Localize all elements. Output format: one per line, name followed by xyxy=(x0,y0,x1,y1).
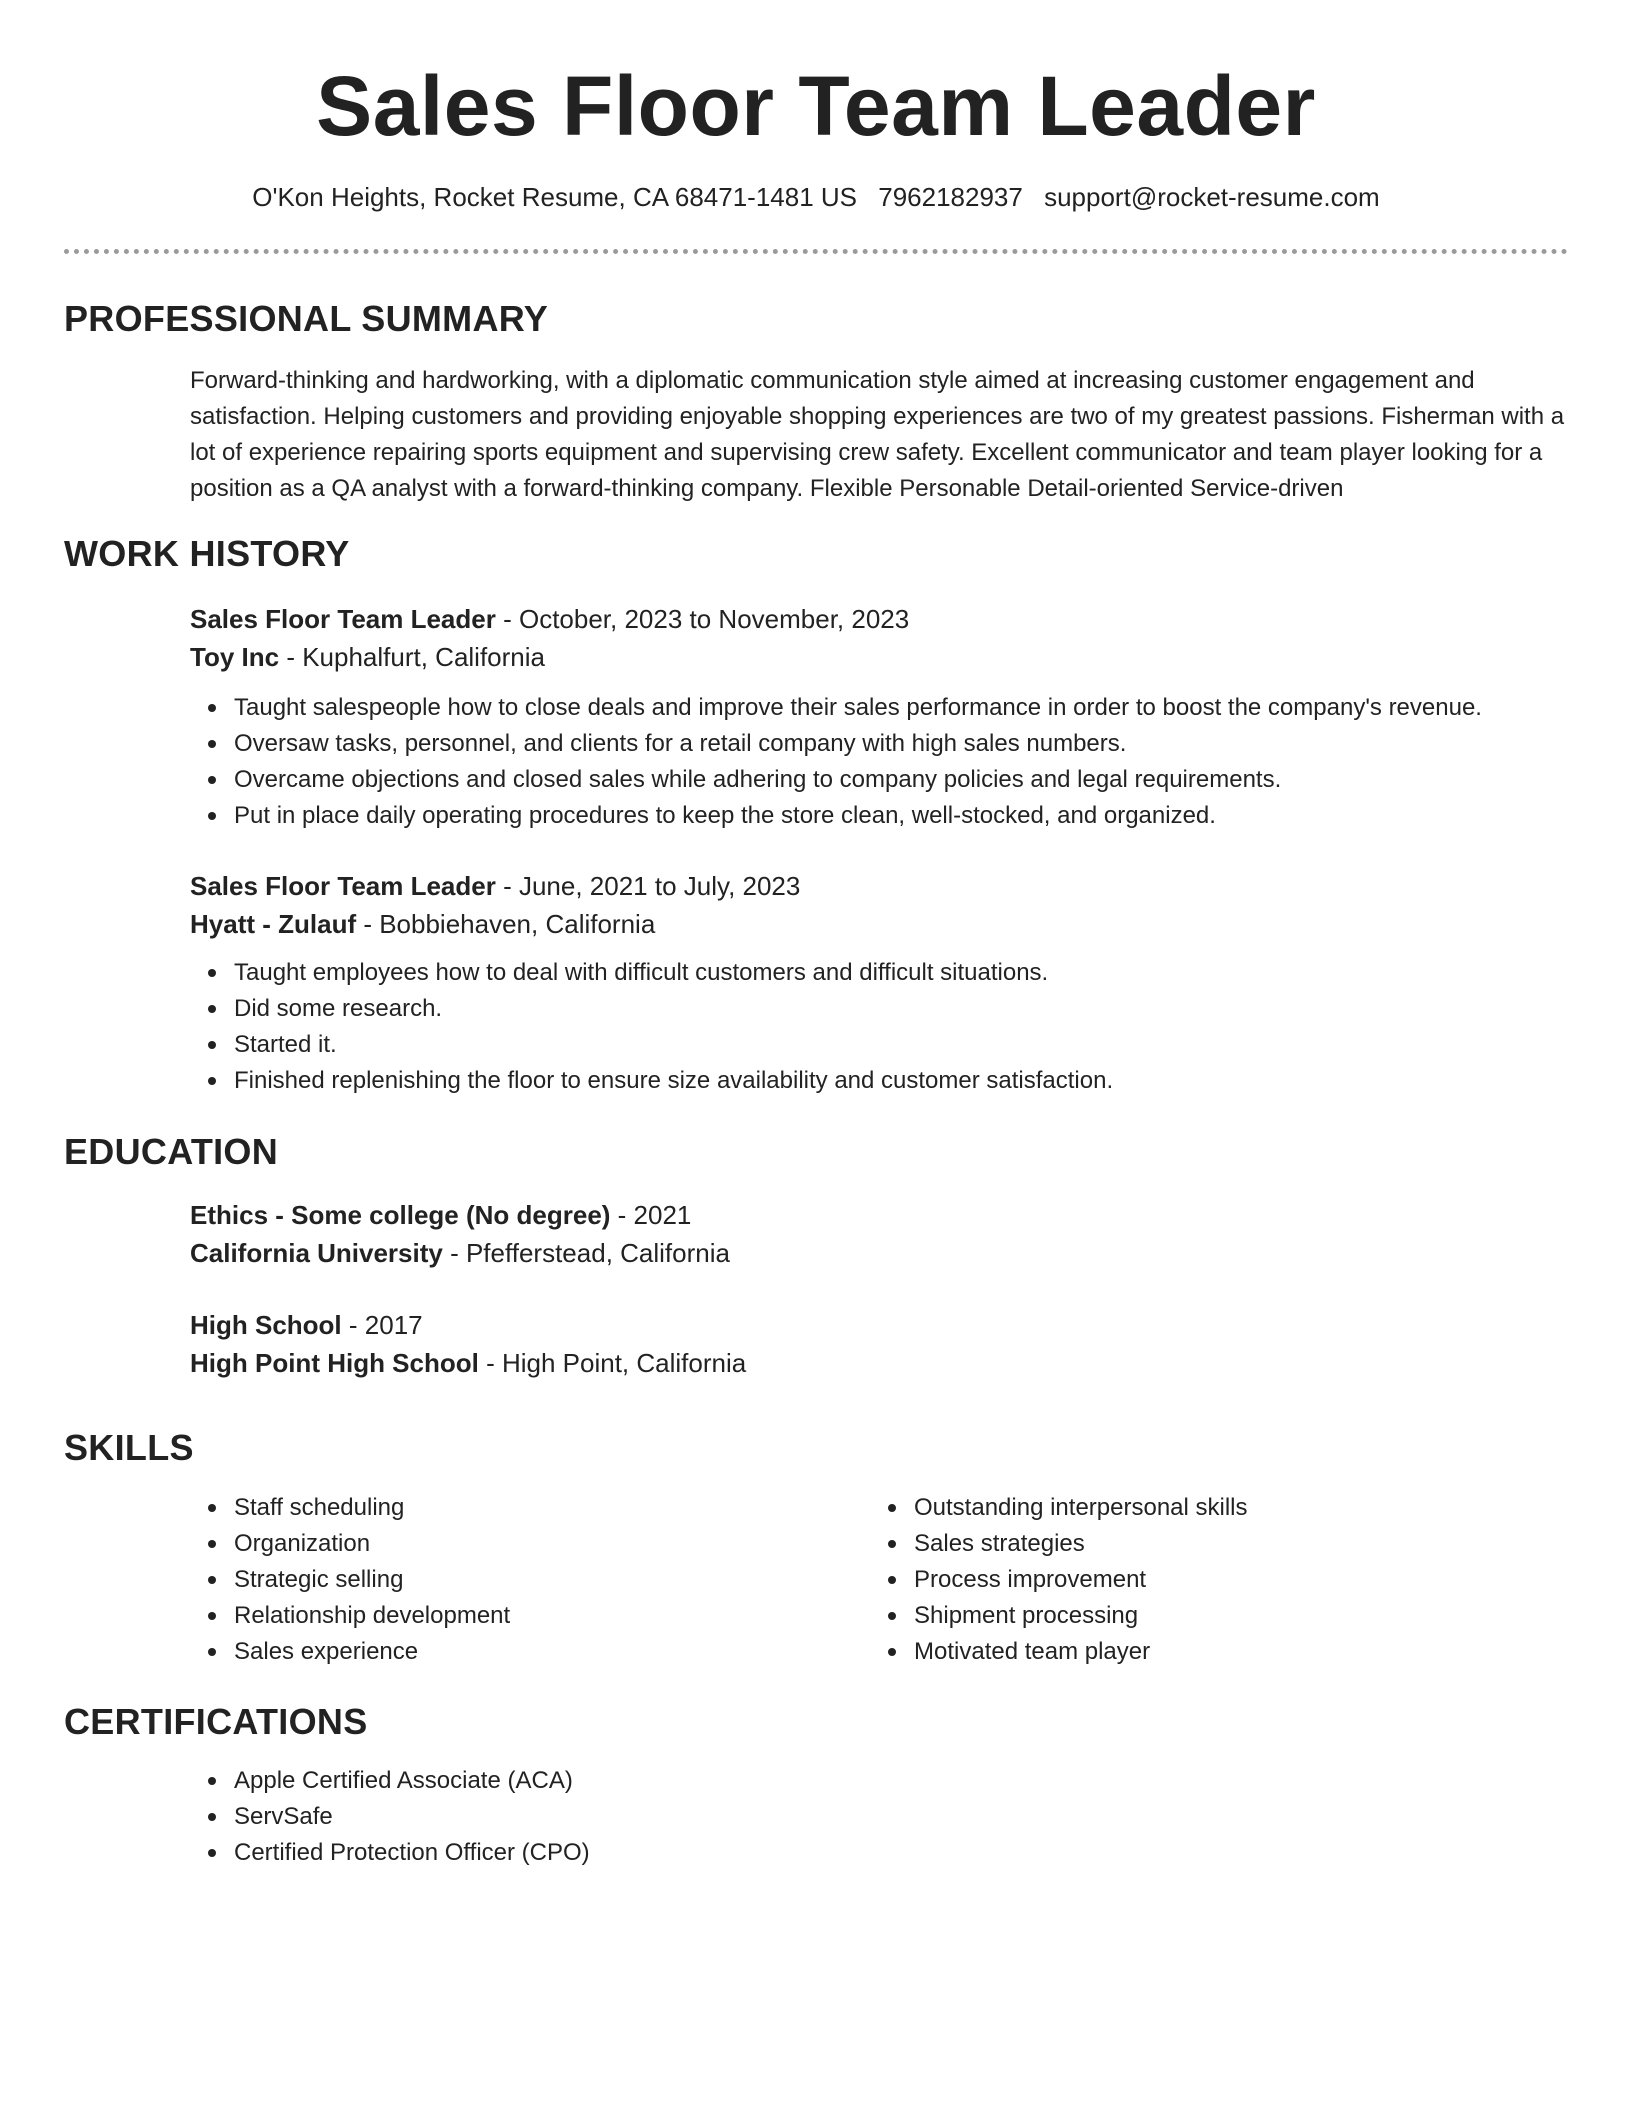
job-dates: - October, 2023 to November, 2023 xyxy=(495,604,910,634)
list-item: Did some research. xyxy=(234,991,1568,1027)
candidate-name: Sales Floor Team Leader xyxy=(316,59,1316,153)
skills-columns xyxy=(190,1490,1568,1670)
list-item: Sales experience xyxy=(234,1634,870,1670)
list-item: Overcame objections and closed sales while adhering to company policies and legal requirements. xyxy=(234,762,1568,798)
job-company: Toy Inc xyxy=(190,642,280,672)
education-degree: Ethics - Some college (No degree) xyxy=(190,1200,611,1230)
certifications-list xyxy=(190,1763,1568,1871)
job-dates: - June, 2021 to July, 2023 xyxy=(495,871,801,901)
skills-heading: SKILLS xyxy=(64,1427,194,1468)
list-item: Motivated team player xyxy=(914,1634,1550,1670)
list-item: Staff scheduling xyxy=(234,1490,870,1526)
contact-address: O'Kon Heights, Rocket Resume, CA 68471-1481 US xyxy=(252,182,858,212)
contact-line xyxy=(64,182,1568,213)
contact-phone: 7962182937 xyxy=(878,182,1023,212)
summary-text: Forward-thinking and hardworking, with a diplomatic communication style aimed at increasing customer engagement and satisfaction. Helping customers and providing enjoyable shopping experiences are two of my greatest passions. Fisherman with a lot of experience repairing sports equipment and supervising crew safety. Excellent communicator and team player looking for a position as a QA analyst with a forward-thinking company. Flexible Personable Detail-oriented Service-driven xyxy=(190,367,1565,502)
list-item: Shipment processing xyxy=(914,1598,1550,1634)
job-company-line xyxy=(190,638,1568,676)
list-item: Strategic selling xyxy=(234,1562,870,1598)
education-school: California University xyxy=(190,1238,443,1268)
job-location: - Bobbiehaven, California xyxy=(356,909,656,939)
job-duties-list xyxy=(190,690,1568,834)
summary-heading: PROFESSIONAL SUMMARY xyxy=(64,298,549,339)
list-item: Sales strategies xyxy=(914,1526,1550,1562)
list-item: Apple Certified Associate (ACA) xyxy=(234,1763,1568,1799)
education-degree-line xyxy=(190,1306,1568,1344)
education-heading: EDUCATION xyxy=(64,1131,279,1172)
list-item: Started it. xyxy=(234,1027,1568,1063)
education-location: - High Point, California xyxy=(478,1348,747,1378)
skills-list-left xyxy=(190,1490,870,1670)
list-item: Organization xyxy=(234,1526,870,1562)
job-entry xyxy=(190,600,1568,834)
list-item: Taught salespeople how to close deals and improve their sales performance in order to boost the company's revenue. xyxy=(234,690,1568,726)
education-year: - 2021 xyxy=(610,1200,692,1230)
certifications-heading: CERTIFICATIONS xyxy=(64,1701,368,1742)
education-degree-line xyxy=(190,1196,1568,1234)
certifications-block xyxy=(190,1763,1568,1871)
header-divider xyxy=(64,249,1568,254)
job-title-line xyxy=(190,600,1568,638)
list-item: Finished replenishing the floor to ensure size availability and customer satisfaction. xyxy=(234,1063,1568,1099)
list-item: Certified Protection Officer (CPO) xyxy=(234,1835,1568,1871)
list-item: Process improvement xyxy=(914,1562,1550,1598)
list-item: ServSafe xyxy=(234,1799,1568,1835)
skills-list-right xyxy=(870,1490,1550,1670)
job-company-line xyxy=(190,905,1568,943)
job-entry xyxy=(190,867,1568,1099)
list-item: Oversaw tasks, personnel, and clients for a retail company with high sales numbers. xyxy=(234,726,1568,762)
education-entry xyxy=(190,1196,1568,1272)
job-role: Sales Floor Team Leader xyxy=(190,871,496,901)
work-history-heading: WORK HISTORY xyxy=(64,533,350,574)
job-location: - Kuphalfurt, California xyxy=(279,642,545,672)
list-item: Put in place daily operating procedures to keep the store clean, well-stocked, and organized. xyxy=(234,798,1568,834)
job-company: Hyatt - Zulauf xyxy=(190,909,357,939)
education-school-line xyxy=(190,1234,1568,1272)
education-school-line xyxy=(190,1344,1568,1382)
job-title-line xyxy=(190,867,1568,905)
education-year: - 2017 xyxy=(341,1310,423,1340)
job-duties-list xyxy=(190,955,1568,1099)
list-item: Outstanding interpersonal skills xyxy=(914,1490,1550,1526)
education-school: High Point High School xyxy=(190,1348,479,1378)
contact-email: support@rocket-resume.com xyxy=(1044,182,1380,212)
list-item: Relationship development xyxy=(234,1598,870,1634)
list-item: Taught employees how to deal with difficult customers and difficult situations. xyxy=(234,955,1568,991)
education-location: - Pfefferstead, California xyxy=(442,1238,730,1268)
education-degree: High School xyxy=(190,1310,342,1340)
education-entry xyxy=(190,1306,1568,1382)
job-role: Sales Floor Team Leader xyxy=(190,604,496,634)
